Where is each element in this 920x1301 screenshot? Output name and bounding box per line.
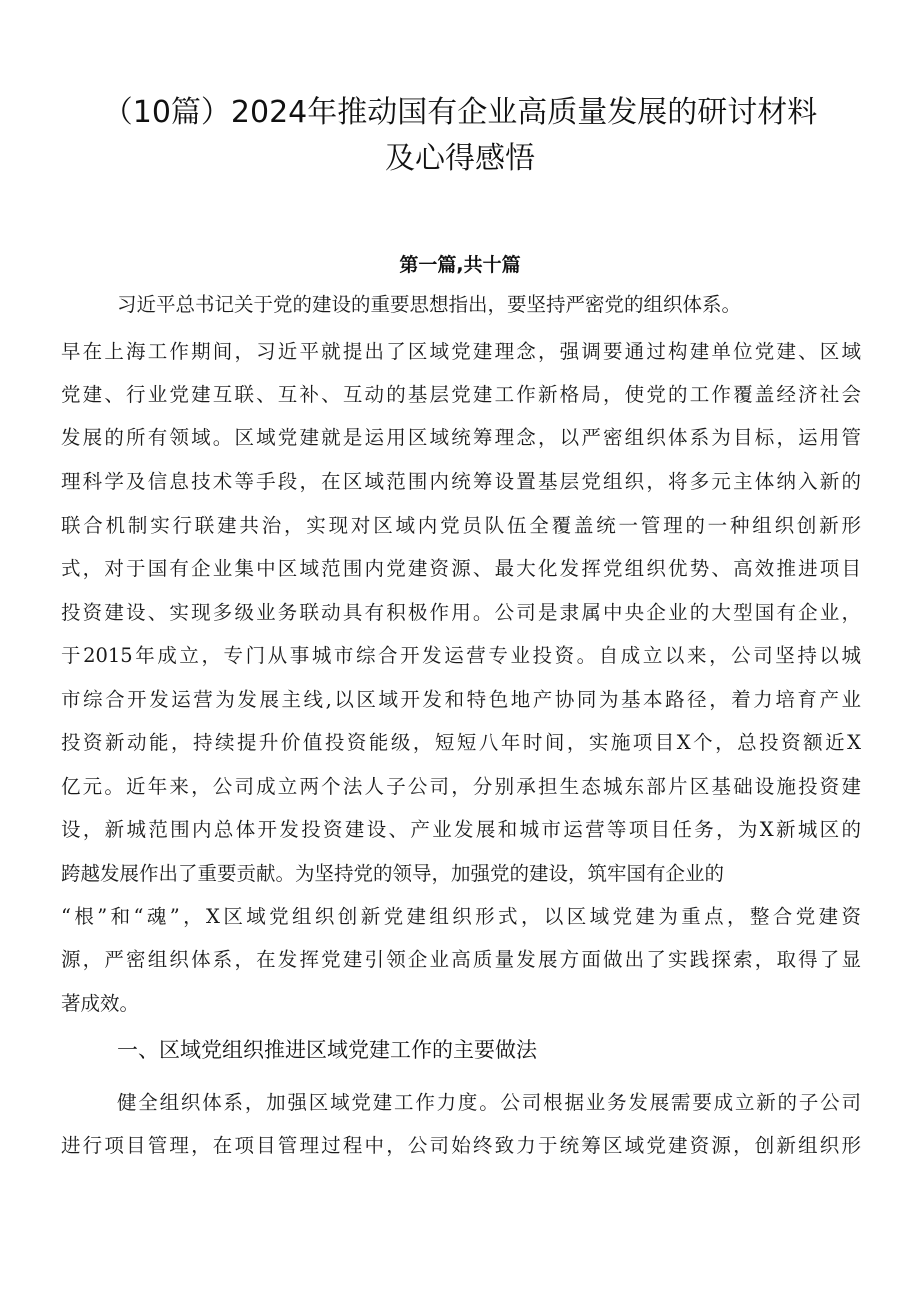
- paragraph-line: 设，新城范围内总体开发投资建设、产业发展和城市运营等项目任务，为X新城区的: [61, 818, 861, 841]
- document-title-line-1: （10篇）2024年推动国有企业高质量发展的研讨材料: [102, 95, 818, 130]
- paragraph-line: 党建、行业党建互联、互补、互动的基层党建工作新格局，使党的工作覆盖经济社会: [61, 383, 861, 406]
- paragraph-line: 市综合开发运营为发展主线,以区域开发和特色地产协同为基本路径，着力培育产业: [61, 688, 861, 711]
- paragraph-line: 著成效。: [61, 992, 140, 1015]
- paragraph-line: 于2015年成立，专门从事城市综合开发运营专业投资。自成立以来，公司坚持以城: [61, 644, 861, 667]
- paragraph-line: 跨越发展作出了重要贡献。为坚持党的领导，加强党的建设，筑牢国有企业的: [61, 862, 725, 885]
- paragraph-line: 投资建设、实现多级业务联动具有积极作用。公司是隶属中央企业的大型国有企业，: [61, 601, 861, 624]
- paragraph-line: 投资新动能，持续提升价值投资能级，短短八年时间，实施项目X个，总投资额近X: [61, 731, 861, 754]
- paragraph-line: 发展的所有领域。区域党建就是运用区域统筹理念，以严密组织体系为目标，运用管: [61, 426, 861, 449]
- document-title-line-2: 及心得感悟: [385, 141, 535, 176]
- section-heading: 第一篇,共十篇: [399, 254, 521, 276]
- paragraph-line: 理科学及信息技术等手段，在区域范围内统筹设置基层党组织，将多元主体纳入新的: [61, 470, 861, 493]
- heading-level-1: 一、区域党组织推进区域党建工作的主要做法: [117, 1038, 537, 1062]
- paragraph-line: 联合机制实行联建共治，实现对区域内党员队伍全覆盖统一管理的一种组织创新形: [61, 514, 861, 537]
- paragraph-line: “根”和“魂”，X区域党组织创新党建组织形式，以区域党建为重点，整合党建资: [61, 905, 861, 928]
- paragraph-line: 习近平总书记关于党的建设的重要思想指出，要坚持严密党的组织体系。: [117, 293, 742, 316]
- paragraph-line: 亿元。近年来，公司成立两个法人子公司，分别承担生态城东部片区基础设施投资建: [61, 775, 861, 798]
- paragraph-line: 健全组织体系，加强区域党建工作力度。公司根据业务发展需要成立新的子公司: [117, 1091, 861, 1114]
- paragraph-line: 早在上海工作期间，习近平就提出了区域党建理念，强调要通过构建单位党建、区域: [61, 340, 861, 363]
- paragraph-line: 式，对于国有企业集中区域范围内党建资源、最大化发挥党组织优势、高效推进项目: [61, 557, 861, 580]
- paragraph-line: 源，严密组织体系，在发挥党建引领企业高质量发展方面做出了实践探索，取得了显: [61, 948, 861, 971]
- paragraph-line: 进行项目管理，在项目管理过程中，公司始终致力于统筹区域党建资源，创新组织形: [61, 1134, 861, 1157]
